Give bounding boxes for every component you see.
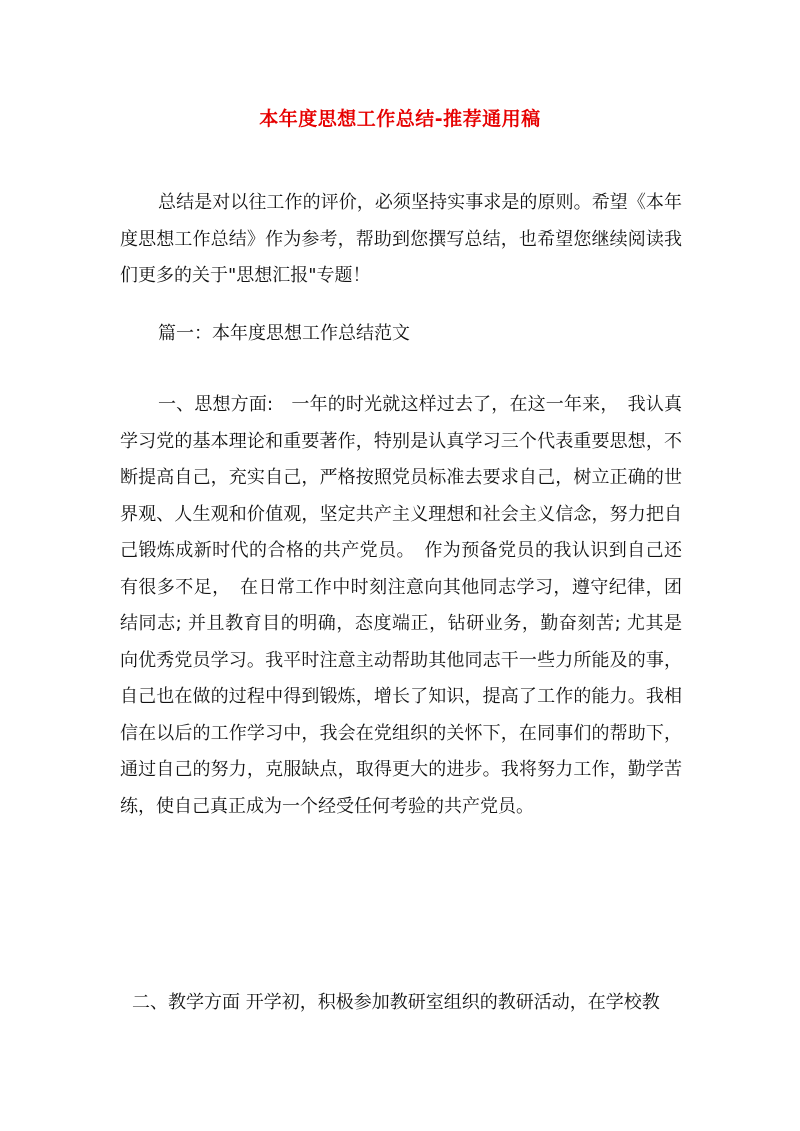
- document-title: 本年度思想工作总结-推荐通用稿: [259, 108, 541, 130]
- intro-paragraph: 总结是对以往工作的评价，必须坚持实事求是的原则。希望《本年度思想工作总结》作为参考，帮助到您撰写总结，也希望您继续阅读我们更多的关于"思想汇报"专题！: [120, 192, 682, 286]
- teaching-section-paragraph: 二、教学方面 开学初，积极参加教研室组织的教研活动，在学校教: [132, 992, 660, 1013]
- section-heading-paragraph: 篇一：本年度思想工作总结范文: [158, 323, 410, 344]
- thought-section-paragraph: 一、思想方面: 一年的时光就这样过去了，在这一年来， 我认真学习党的基本理论和重要著作，特别是认真学习三个代表重要思想，不断提高自己，充实自己，严格按照党员标准去要求自己，树立正确的世界观、人生观和价值观，坚定共产主义理想和社会主义信念，努力把自己锻炼成新时代的合格的共产党员。 作为预备党员的我认识到自己还有很多不足， 在日常工作中时刻注意向其他同志学习，遵守纪律，团结同志; 并且教育目的明确，态度端正，钻研业务，勤奋刻苦; 尤其是向优秀党员学习。我平时注意主动帮助其他同志干一些力所能及的事，自己也在做的过程中得到锻炼，增长了知识，提高了工作的能力。我相信在以后的工作学习中，我会在党组织的关怀下，在同事们的帮助下，通过自己的努力，克服缺点，取得更大的进步。我将努力工作，勤学苦练，使自己真正成为一个经受任何考验的共产党员。: [120, 394, 682, 817]
